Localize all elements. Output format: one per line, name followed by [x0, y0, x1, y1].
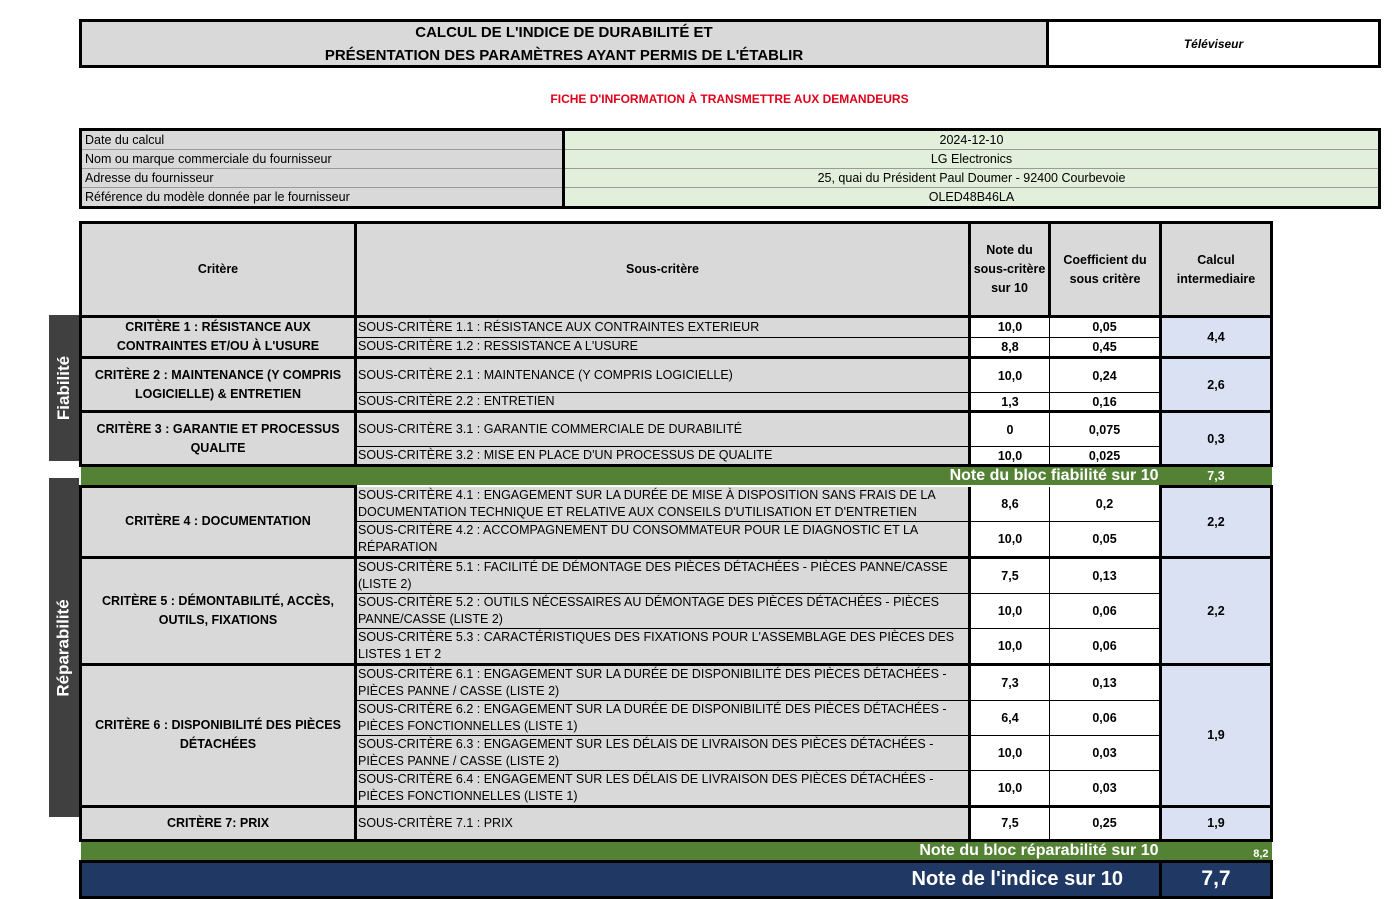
- subcriterion-note: 6,4: [970, 700, 1050, 735]
- supplier-info-table: [79, 128, 1381, 209]
- criterion-name: CRITÈRE 2 : MAINTENANCE (Y COMPRIS LOGICIELLE) & ENTRETIEN: [81, 358, 356, 412]
- title-line-1: CALCUL DE L'INDICE DE DURABILITÉ ET: [415, 23, 713, 41]
- subcriterion-coef: 0,45: [1050, 337, 1161, 358]
- subcriterion-label: SOUS-CRITÈRE 1.2 : RESSISTANCE A L'USURE: [356, 337, 970, 358]
- subtitle: FICHE D'INFORMATION À TRANSMETTRE AUX DEMANDEURS: [550, 92, 909, 106]
- criterion-name: CRITÈRE 3 : GARANTIE ET PROCESSUS QUALITE: [81, 412, 356, 466]
- bloc-fiabilite-value: 7,3: [1161, 466, 1272, 487]
- info-row: [81, 150, 1380, 169]
- subcriterion-coef: 0,13: [1050, 664, 1161, 700]
- subcriterion-note: 8,8: [970, 337, 1050, 358]
- subcriterion-note: 10,0: [970, 593, 1050, 628]
- info-row: [81, 130, 1380, 150]
- col-header-critere: Critère: [81, 223, 356, 317]
- subcriterion-note: 8,6: [970, 487, 1050, 522]
- table-row: [81, 317, 1272, 338]
- table-row: [81, 487, 1272, 522]
- info-label: Nom ou marque commerciale du fournisseur: [81, 150, 564, 169]
- subcriterion-coef: 0,16: [1050, 393, 1161, 412]
- subcriterion-note: 7,5: [970, 557, 1050, 593]
- subcriterion-coef: 0,06: [1050, 700, 1161, 735]
- subcriterion-label: SOUS-CRITÈRE 1.1 : RÉSISTANCE AUX CONTRAINTES EXTERIEUR: [356, 317, 970, 338]
- subcriterion-label: SOUS-CRITÈRE 4.1 : ENGAGEMENT SUR LA DURÉE DE MISE À DISPOSITION SANS FRAIS DE LA DOCUMENTATION TECHNIQUE ET RELATIVE AUX CONSEILS D'UTILISATION ET D'ENTRETIEN: [356, 487, 970, 522]
- subcriterion-label: SOUS-CRITÈRE 6.1 : ENGAGEMENT SUR LA DURÉE DE DISPONIBILITÉ DES PIÈCES DÉTACHÉES - PIÈCES PANNE / CASSE (LISTE 2): [356, 664, 970, 700]
- criterion-calc: 2,2: [1161, 487, 1272, 558]
- criterion-calc: 2,2: [1161, 557, 1272, 664]
- subcriterion-coef: 0,03: [1050, 735, 1161, 770]
- subcriterion-label: SOUS-CRITÈRE 4.2 : ACCOMPAGNEMENT DU CONSOMMATEUR POUR LE DIAGNOSTIC ET LA RÉPARATION: [356, 521, 970, 557]
- criterion-name: CRITÈRE 5 : DÉMONTABILITÉ, ACCÈS, OUTILS, FIXATIONS: [81, 557, 356, 664]
- subcriterion-label: SOUS-CRITÈRE 6.2 : ENGAGEMENT SUR LA DURÉE DE DISPONIBILITÉ DES PIÈCES DÉTACHÉES - PIÈCES FONCTIONNELLES (LISTE 1): [356, 700, 970, 735]
- product-category: Téléviseur: [1046, 19, 1381, 68]
- table-header-row: [81, 223, 1272, 317]
- table-row: [81, 557, 1272, 593]
- subcriterion-label: SOUS-CRITÈRE 3.1 : GARANTIE COMMERCIALE DE DURABILITÉ: [356, 412, 970, 447]
- subcriterion-coef: 0,25: [1050, 806, 1161, 840]
- subcriterion-coef: 0,05: [1050, 317, 1161, 338]
- subcriterion-label: SOUS-CRITÈRE 7.1 : PRIX: [356, 806, 970, 840]
- info-row: [81, 169, 1380, 188]
- subcriterion-note: 10,0: [970, 358, 1050, 393]
- criterion-calc: 2,6: [1161, 358, 1272, 412]
- subcriterion-note: 10,0: [970, 770, 1050, 806]
- title-line-2: PRÉSENTATION DES PARAMÈTRES AYANT PERMIS DE L'ÉTABLIR: [324, 46, 804, 64]
- criterion-name: CRITÈRE 7: PRIX: [81, 806, 356, 840]
- subcriterion-label: SOUS-CRITÈRE 2.1 : MAINTENANCE (Y COMPRIS LOGICIELLE): [356, 358, 970, 393]
- subcriterion-note: 10,0: [970, 735, 1050, 770]
- side-label-reparabilite: [49, 478, 79, 817]
- subcriterion-coef: 0,075: [1050, 412, 1161, 447]
- bloc-reparabilite-row: [81, 840, 1272, 861]
- col-header-note: Note du sous-critère sur 10: [970, 223, 1050, 317]
- criterion-name: CRITÈRE 6 : DISPONIBILITÉ DES PIÈCES DÉTACHÉES: [81, 664, 356, 806]
- criterion-name: CRITÈRE 4 : DOCUMENTATION: [81, 487, 356, 558]
- info-row: [81, 188, 1380, 208]
- subcriterion-coef: 0,06: [1050, 593, 1161, 628]
- final-score-label: Note de l'indice sur 10: [81, 861, 1161, 897]
- criterion-calc: 0,3: [1161, 412, 1272, 466]
- durability-table: [79, 221, 1273, 899]
- subcriterion-note: 7,5: [970, 806, 1050, 840]
- subcriterion-note: 10,0: [970, 447, 1050, 466]
- subcriterion-label: SOUS-CRITÈRE 3.2 : MISE EN PLACE D'UN PROCESSUS DE QUALITE: [356, 447, 970, 466]
- info-value: 25, quai du Président Paul Doumer - 92400 Courbevoie: [564, 169, 1380, 188]
- final-score-row: [81, 861, 1272, 897]
- criterion-name: CRITÈRE 1 : RÉSISTANCE AUX CONTRAINTES ET/OU À L'USURE: [81, 317, 356, 358]
- subcriterion-note: 10,0: [970, 521, 1050, 557]
- subcriterion-coef: 0,13: [1050, 557, 1161, 593]
- criterion-calc: 4,4: [1161, 317, 1272, 358]
- bloc-fiabilite-row: [81, 466, 1272, 487]
- fiabilite-label-text: Fiabilité: [54, 355, 74, 421]
- bloc-reparabilite-label: Note du bloc réparabilité sur 10: [81, 840, 1161, 861]
- info-value: OLED48B46LA: [564, 188, 1380, 208]
- info-value: LG Electronics: [564, 150, 1380, 169]
- info-label: Référence du modèle donnée par le fournisseur: [81, 188, 564, 208]
- subcriterion-coef: 0,025: [1050, 447, 1161, 466]
- subcriterion-label: SOUS-CRITÈRE 5.1 : FACILITÉ DE DÉMONTAGE DES PIÈCES DÉTACHÉES - PIÈCES PANNE/CASSE (LISTE 2): [356, 557, 970, 593]
- subcriterion-note: 1,3: [970, 393, 1050, 412]
- reparabilite-label-text: Réparabilité: [54, 598, 73, 697]
- table-row: [81, 412, 1272, 447]
- info-label: Date du calcul: [81, 130, 564, 150]
- table-row: [81, 806, 1272, 840]
- subcriterion-label: SOUS-CRITÈRE 2.2 : ENTRETIEN: [356, 393, 970, 412]
- subcriterion-note: 10,0: [970, 317, 1050, 338]
- subcriterion-label: SOUS-CRITÈRE 5.3 : CARACTÉRISTIQUES DES FIXATIONS POUR L'ASSEMBLAGE DES PIÈCES DES LISTES 1 ET 2: [356, 628, 970, 664]
- subcriterion-note: 7,3: [970, 664, 1050, 700]
- info-label: Adresse du fournisseur: [81, 169, 564, 188]
- subcriterion-label: SOUS-CRITÈRE 5.2 : OUTILS NÉCESSAIRES AU DÉMONTAGE DES PIÈCES DÉTACHÉES - PIÈCES PANNE/CASSE (LISTE 2): [356, 593, 970, 628]
- table-row: [81, 358, 1272, 393]
- col-header-calcul: Calcul intermediaire: [1161, 223, 1272, 317]
- criterion-calc: 1,9: [1161, 806, 1272, 840]
- side-label-fiabilite: [49, 315, 79, 461]
- info-value: 2024-12-10: [564, 130, 1380, 150]
- final-score-value: 7,7: [1161, 861, 1272, 897]
- subcriterion-coef: 0,06: [1050, 628, 1161, 664]
- subcriterion-coef: 0,2: [1050, 487, 1161, 522]
- criterion-calc: 1,9: [1161, 664, 1272, 806]
- subcriterion-label: SOUS-CRITÈRE 6.3 : ENGAGEMENT SUR LES DÉLAIS DE LIVRAISON DES PIÈCES DÉTACHÉES - PIÈCES PANNE / CASSE (LISTE 2): [356, 735, 970, 770]
- bloc-reparabilite-value: 8,2: [1161, 840, 1272, 861]
- subcriterion-note: 0: [970, 412, 1050, 447]
- subcriterion-label: SOUS-CRITÈRE 6.4 : ENGAGEMENT SUR LES DÉLAIS DE LIVRAISON DES PIÈCES DÉTACHÉES - PIÈCES FONCTIONNELLES (LISTE 1): [356, 770, 970, 806]
- subcriterion-coef: 0,05: [1050, 521, 1161, 557]
- subcriterion-coef: 0,24: [1050, 358, 1161, 393]
- subcriterion-note: 10,0: [970, 628, 1050, 664]
- bloc-fiabilite-label: Note du bloc fiabilité sur 10: [81, 466, 1161, 487]
- document-title: [79, 19, 1048, 68]
- table-row: [81, 664, 1272, 700]
- col-header-sous-critere: Sous-critère: [356, 223, 970, 317]
- col-header-coef: Coefficient du sous critère: [1050, 223, 1161, 317]
- subcriterion-coef: 0,03: [1050, 770, 1161, 806]
